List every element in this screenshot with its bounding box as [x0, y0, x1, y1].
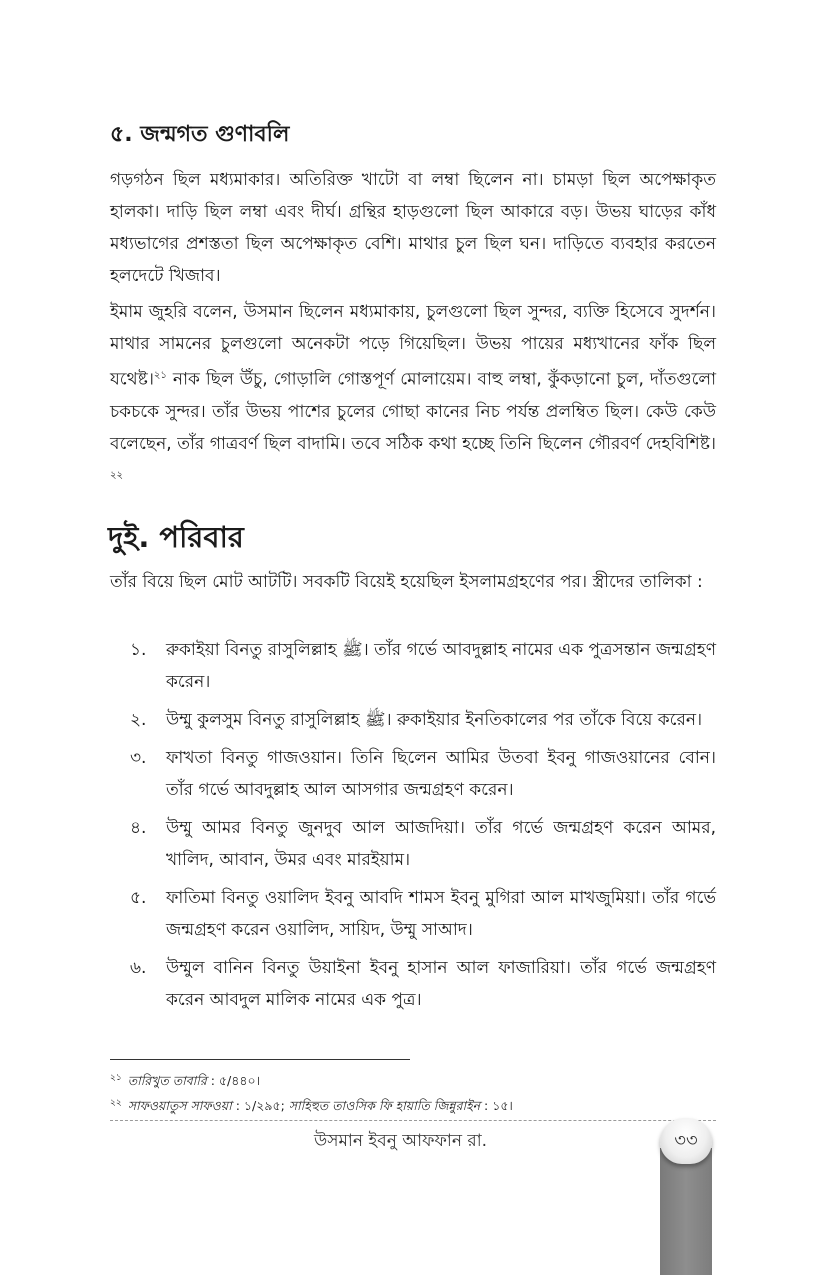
list-item-number: ৫. — [130, 888, 147, 908]
list-item-text: ফাখতা বিনতু গাজওয়ান। তিনি ছিলেন আমির উতবা ইবনু গাজওয়ানের বোন। তাঁর গর্ভে আবদুল্লাহ আল আসগার জন্মগ্রহণ করেন। — [166, 748, 716, 800]
zuhri-text-part2: নাক ছিল উঁচু, গোড়ালি গোস্তপূর্ণ মোলায়েম। বাহু লম্বা, কুঁকড়ানো চুল, দাঁতগুলো চকচকে সুন্দর। তাঁর উভয় পাশের চুলের গোছা কানের নিচ পর্যন্ত প্রলম্বিত ছিল। কেউ কেউ বলেছেন, তাঁর গাত্রবর্ণ ছিল বাদামি। তবে সঠিক কথা হচ্ছে তিনি ছিলেন গৌরবর্ণ দেহবিশিষ্ট। — [110, 369, 716, 454]
page-tab-strip — [660, 1148, 712, 1275]
footnote-mark: ২২ — [110, 1098, 122, 1108]
list-item-text: উম্মু কুলসুম বিনতু রাসুলিল্লাহ ﷺ। রুকাইয়ার ইনতিকালের পর তাঁকে বিয়ে করেন। — [166, 710, 703, 730]
list-item-text: উম্মু আমর বিনতু জুনদুব আল আজদিয়া। তাঁর গর্ভে জন্মগ্রহণ করেন আমর, খালিদ, আবান, উমর এবং মারইয়াম। — [166, 818, 716, 870]
physique-paragraph: গড়গঠন ছিল মধ্যমাকার। অতিরিক্ত খাটো বা লম্বা ছিলেন না। চামড়া ছিল অপেক্ষাকৃত হালকা। দাড়ি ছিল লম্বা এবং দীর্ঘ। গ্রন্থির হাড়গুলো ছিল আকারে বড়। উভয় ঘাড়ের কাঁধ মধ্যভাগের প্রশস্ততা ছিল অপেক্ষাকৃত বেশি। মাথার চুল ছিল ঘন। দাড়িতে ব্যবহার করতেন হলদেটে খিজাব। — [110, 170, 716, 286]
footnote-ref-21: ২১ — [153, 370, 167, 381]
footnote-mark: ২১ — [110, 1073, 122, 1083]
list-item-number: ৬. — [130, 958, 147, 978]
list-item — [110, 882, 716, 946]
list-item — [110, 952, 716, 1016]
footer-divider — [110, 1120, 716, 1121]
list-item-text: ফাতিমা বিনতু ওয়ালিদ ইবনু আবদি শামস ইবনু মুগিরা আল মাখজুমিয়া। তাঁর গর্ভে জন্মগ্রহণ করেন ওয়ালিদ, সায়িদ, উম্মু সাআদ। — [166, 888, 716, 940]
footnote-detail: : ৫/৪৪০। — [206, 1073, 261, 1089]
zuhri-paragraph — [110, 296, 716, 495]
footnote-21 — [110, 1069, 730, 1090]
zuhri-text-part1: ইমাম জুহরি বলেন, উসমান ছিলেন মধ্যমাকায়, চুলগুলো ছিল সুন্দর, ব্যক্তি হিসেবে সুদর্শন। মাথার সামনের চুলগুলো অনেকটা পড়ে গিয়েছিল। উভয় পায়ের মধ্যখানের ফাঁক ছিল যথেষ্ট। — [110, 302, 716, 390]
family-intro-paragraph: তাঁর বিয়ে ছিল মোট আটটি। সবকটি বিয়েই হয়েছিল ইসলামগ্রহণের পর। স্ত্রীদের তালিকা : — [110, 572, 703, 592]
list-item — [110, 634, 716, 698]
footnote-source: সাফওয়াতুস সাফওয়া — [127, 1098, 232, 1114]
footnote-detail: : ১/২৯৫; — [231, 1098, 289, 1114]
footnote-ref-22: ২২ — [110, 469, 124, 481]
list-item-text: উম্মুল বানিন বিনতু উয়াইনা ইবনু হাসান আল ফাজারিয়া। তাঁর গর্ভে জন্মগ্রহণ করেন আবদুল মালিক নামের এক পুত্র। — [166, 958, 716, 1010]
page-number: ৩৩ — [660, 1118, 712, 1164]
footnote-source: সাহিহুত তাওসিক ফি হায়াতি জিন্নুরাইন — [288, 1098, 481, 1114]
chapter-heading: দুই. পরিবার — [108, 520, 244, 554]
list-item — [110, 742, 716, 806]
list-item-number: ১. — [130, 640, 147, 660]
list-item-number: ৪. — [130, 818, 147, 838]
footnote-detail: : ১৫। — [480, 1098, 513, 1114]
list-item-text: রুকাইয়া বিনতু রাসুলিল্লাহ ﷺ। তাঁর গর্ভে আবদুল্লাহ নামের এক পুত্রসন্তান জন্মগ্রহণ করেন। — [166, 640, 716, 692]
section-heading: ৫. জন্মগত গুণাবলি — [110, 122, 290, 147]
footnote-22 — [110, 1094, 730, 1115]
list-item — [110, 704, 716, 736]
list-item-number: ২. — [130, 710, 147, 730]
footnote-source: তারিখুত তাবারি — [127, 1073, 207, 1089]
list-item — [110, 812, 716, 876]
list-item-number: ৩. — [130, 748, 147, 768]
running-footer-title: উসমান ইবনু আফফান রা. — [314, 1131, 488, 1151]
footnote-divider — [110, 1059, 410, 1060]
wives-list — [110, 634, 716, 1022]
